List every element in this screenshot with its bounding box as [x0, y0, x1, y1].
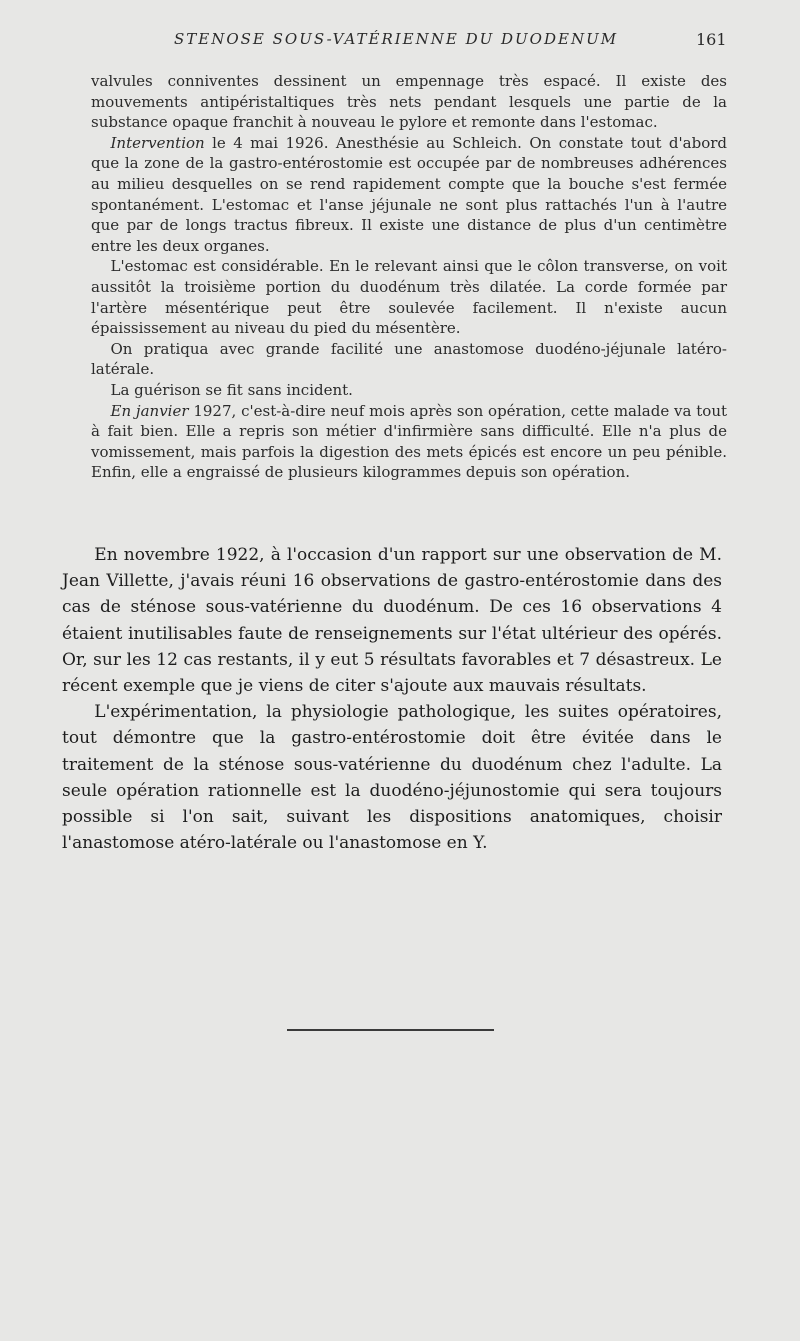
followup-lead: En janvier: [110, 401, 189, 420]
case-paragraph-4: On pratiqua avec grande facilité une anastomose duodéno-jéjunale latéro-latérale.: [91, 339, 727, 379]
case-paragraph-5: La guérison se fit sans incident.: [110, 380, 353, 399]
discussion-paragraph-1: En novembre 1922, à l'occasion d'un rapport sur une observation de M. Jean Villette, j'avais réuni 16 observations de gastro-entérostomie dans des cas de sténose sous-vatérienne du duodénum. De ces 16 observations 4 étaient inutilisables faute de renseignements sur l'état ultérieur des opérés. Or, sur les 12 cas restants, il y eut 5 résultats favorables et 7 désastreux. Le récent exemple que je viens de citer s'ajoute aux mauvais résultats.: [62, 545, 722, 697]
case-paragraph-followup: [91, 401, 727, 483]
discussion-paragraph-2: L'expérimentation, la physiologie pathologique, les suites opératoires, tout démontre que la gastro-entérostomie doit être évitée dans le traitement de la sténose sous-vatérienne du duodénum chez l'adulte. La seule opération rationnelle est la duodéno-jéjunostomie qui sera toujours possible si l'on sait, suivant les dispositions anatomiques, choisir l'anastomose atéro-latérale ou l'anastomose en Y.: [62, 702, 722, 854]
page-number: 161: [696, 30, 727, 49]
closing-rule: [287, 1029, 494, 1031]
running-title: STENOSE SOUS-VATÉRIENNE DU DUODENUM: [174, 30, 619, 48]
discussion: [62, 542, 722, 856]
case-paragraph-3: L'estomac est considérable. En le relevant ainsi que le côlon transverse, on voit aussitôt la troisième portion du duodénum très dilatée. La corde formée par l'artère mésentérique peut être soulevée facilement. Il n'existe aucun épaississement au niveau du pied du mésentère.: [91, 257, 727, 338]
case-paragraph-1: valvules conniventes dessinent un empennage très espacé. Il existe des mouvements antipéristaltiques très nets pendant lesquels une partie de la substance opaque franchit à nouveau le pylore et remonte dans l'estomac.: [91, 72, 727, 132]
followup-text: 1927, c'est-à-dire neuf mois après son opération, cette malade va tout à fait bien. Elle a repris son métier d'infirmière sans difficulté. Elle n'a plus de vomissement, mais parfois la digestion des mets épicés est encore un peu pénible. Enfin, elle a engraissé de plusieurs kilogrammes depuis son opération.: [91, 401, 728, 482]
intervention-text: le 4 mai 1926. Anesthésie au Schleich. On constate tout d'abord que la zone de la gastro-entérostomie est occupée par de nombreuses adhérences au milieu desquelles on se rend rapidement compte que la bouche s'est fermée spontanément. L'estomac et l'anse jéjunale ne sont plus rattachés l'un à l'autre que par de longs tractus fibreux. Il existe une distance de plus d'un centimètre entre les deux organes.: [91, 133, 727, 255]
intervention-lead: Intervention: [110, 133, 205, 152]
case-report: [91, 71, 727, 483]
case-paragraph-intervention: [91, 133, 727, 257]
